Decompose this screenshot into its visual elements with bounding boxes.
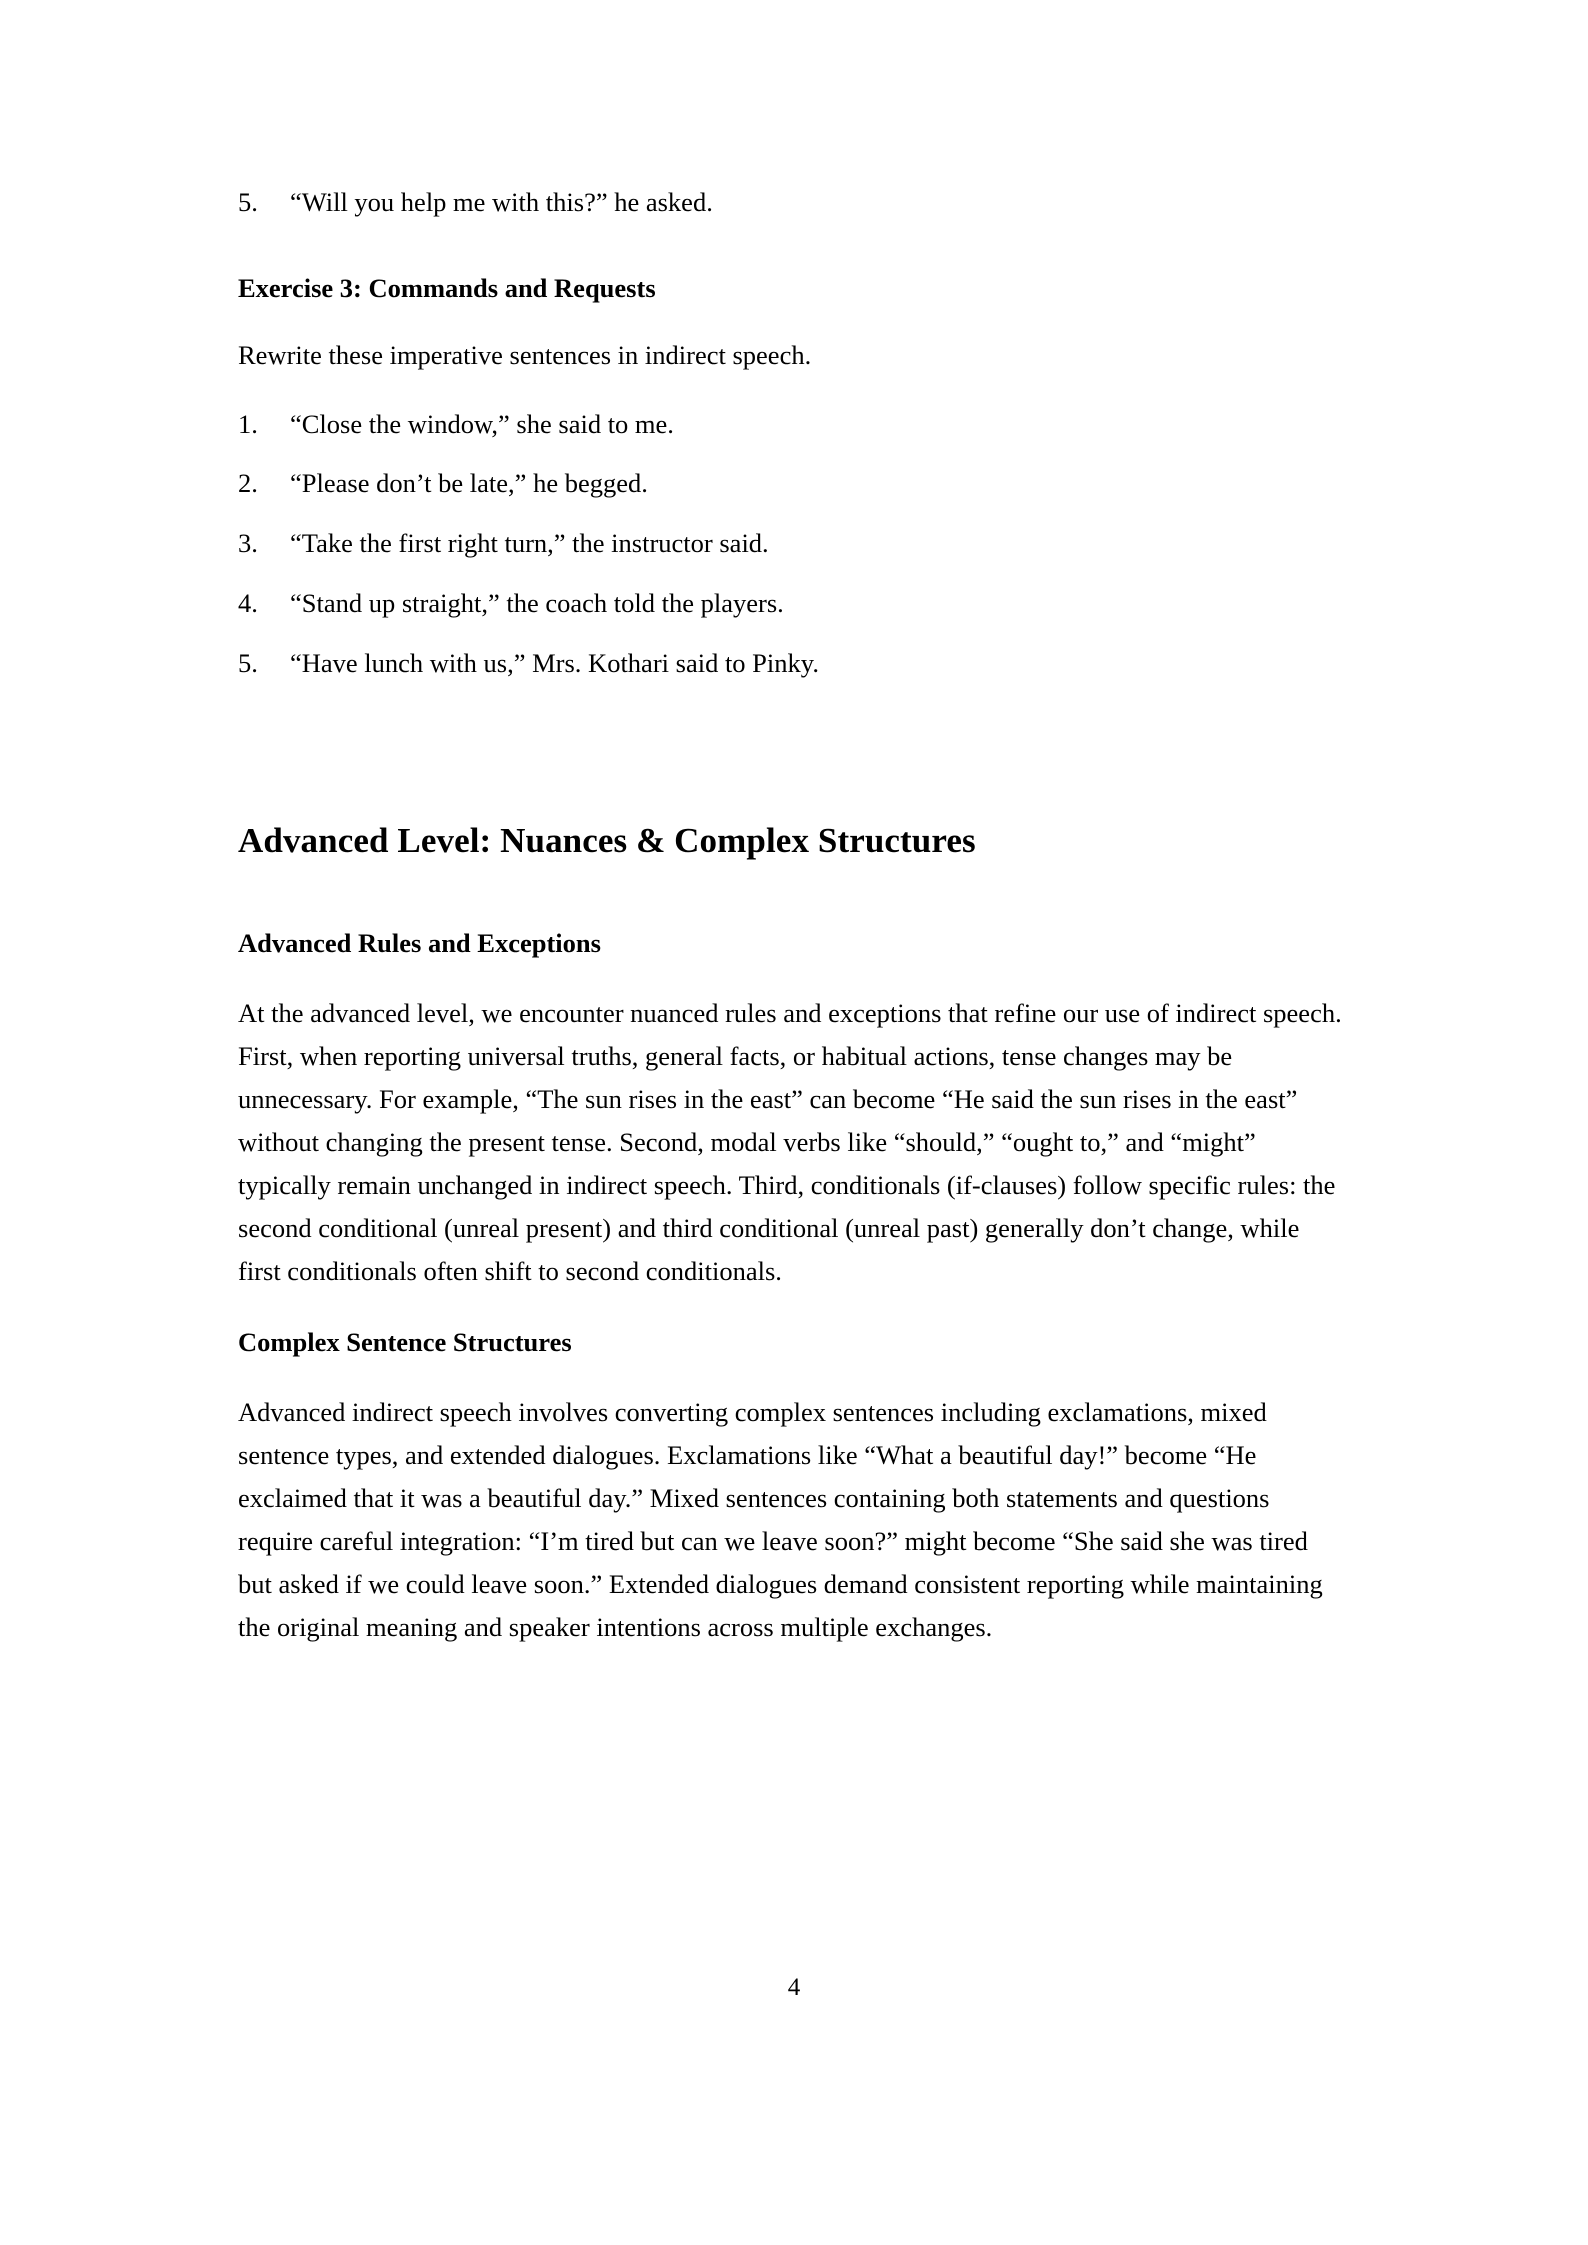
subsection-heading-complex-structures: Complex Sentence Structures bbox=[238, 1326, 572, 1357]
list-item-text: “Take the first right turn,” the instructor said. bbox=[290, 528, 769, 559]
list-item-text: “Will you help me with this?” he asked. bbox=[290, 187, 713, 217]
advanced-section-heading: Advanced Level: Nuances & Complex Structures bbox=[238, 821, 976, 861]
list-item bbox=[238, 185, 1346, 220]
list-item bbox=[238, 526, 1346, 561]
list-item-text: “Have lunch with us,” Mrs. Kothari said to Pinky. bbox=[290, 648, 819, 679]
spacer bbox=[238, 1293, 1346, 1325]
page-content bbox=[238, 185, 1346, 1649]
list-item bbox=[238, 586, 1346, 621]
list-item-text: “Please don’t be late,” he begged. bbox=[290, 468, 648, 499]
list-item bbox=[238, 407, 1346, 442]
list-item-number: 4. bbox=[238, 588, 258, 619]
subsection-heading-advanced-rules: Advanced Rules and Exceptions bbox=[238, 927, 601, 958]
spacer bbox=[238, 960, 1346, 992]
list-item bbox=[238, 646, 1346, 681]
list-item-number: 2. bbox=[238, 468, 258, 499]
list-item-number: 5. bbox=[238, 187, 258, 217]
subsection-paragraph-advanced-rules: At the advanced level, we encounter nuanced rules and exceptions that refine our use of indirect speech. First, when reporting universal truths, general facts, or habitual actions, tense changes may be unnecessary. For example, “The sun rises in the east” can become “He said the sun rises in the east” without changing the present tense. Second, modal verbs like “should,” “ought to,” and “might” typically remain unchanged in indirect speech. Third, conditionals (if-clauses) follow specific rules: the second conditional (unreal present) and third conditional (unreal past) generally don’t change, while first conditionals often shift to second conditionals. bbox=[238, 998, 1342, 1286]
list-item bbox=[238, 466, 1346, 501]
list-item-number: 1. bbox=[238, 408, 258, 439]
spacer bbox=[238, 864, 1346, 926]
spacer bbox=[238, 245, 1346, 271]
spacer bbox=[238, 1359, 1346, 1391]
exercise-instruction: Rewrite these imperative sentences in indirect speech. bbox=[238, 340, 812, 371]
spacer bbox=[238, 305, 1346, 337]
list-item-number: 5. bbox=[238, 648, 258, 679]
subsection-paragraph-complex-structures: Advanced indirect speech involves converting complex sentences including exclamations, mixed sentence types, and extended dialogues. Exclamations like “What a beautiful day!” become “He exclaimed that it was a beautiful day.” Mixed sentences containing both statements and questions require careful integration: “I’m tired but can we leave soon?” might become “She said she was tired but asked if we could leave soon.” Extended dialogues demand consistent reporting while maintaining the original meaning and speaker intentions across multiple exchanges. bbox=[238, 1397, 1323, 1642]
list-item-text: “Close the window,” she said to me. bbox=[290, 408, 674, 439]
list-item-number: 3. bbox=[238, 528, 258, 559]
list-item-text: “Stand up straight,” the coach told the players. bbox=[290, 588, 784, 619]
spacer bbox=[238, 706, 1346, 818]
exercise-item-list bbox=[238, 407, 1346, 682]
spacer bbox=[238, 375, 1346, 407]
exercise-heading: Exercise 3: Commands and Requests bbox=[238, 272, 656, 303]
page-number: 4 bbox=[787, 1974, 801, 2001]
